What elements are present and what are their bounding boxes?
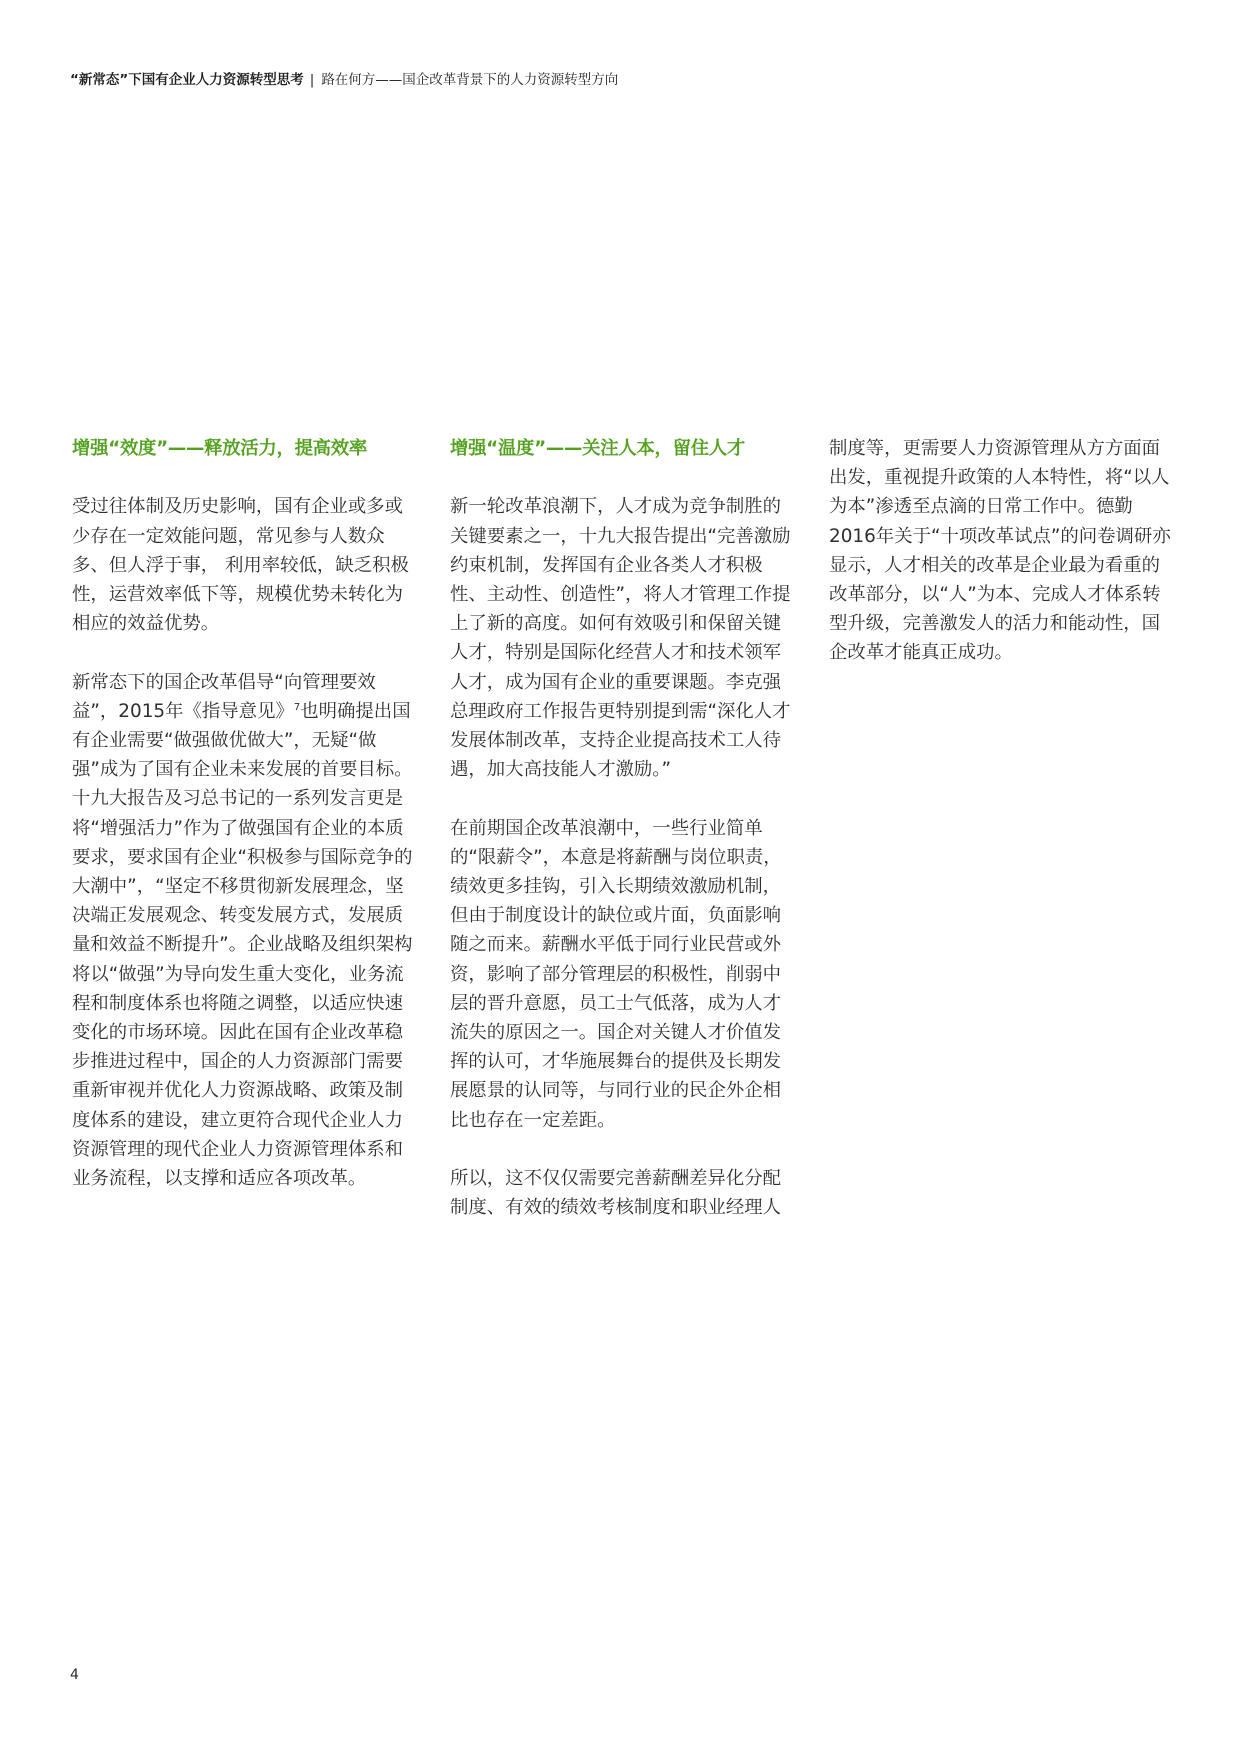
text-column-2 [450,434,796,1222]
report-title: “新常态”下国有企业人力资源转型思考 [70,72,304,88]
paragraph: 制度等，更需要人力资源管理从方方面面出发，重视提升政策的人本特性，将“以人为本”渗透至点滴的日常工作中。德勤2016年关于“十项改革试点”的问卷调研亦显示，人才相关的改革是企业最为看重的改革部分，以“人”为本、完成人才体系转型升级，完善激发人的活力和能动性，国企改革才能真正成功。 [829,438,1171,664]
header-separator: | [309,72,315,88]
paragraph [72,668,418,1194]
paragraph-text: 也明确提出国有企业需要“做强做优做大”，无疑“做强”成为了国有企业未来发展的首要目标。十九大报告及习总书记的一系列发言更是将“增强活力”作为了做强国有企业的本质要求，要求国有企业“积极参与国际竞争的大潮中”，“坚定不移贯彻新发展理念，坚决端正发展观念、转变发展方式，发展质量和效益不断提升”。企业战略及组织架构将以“做强”为导向发生重大变化，业务流程和制度体系也将随之调整，以适应快速变化的市场环境。因此在国有企业改革稳步推进过程中，国企的人力资源部门需要重新审视并优化人力资源战略、政策及制度体系的建设，建立更符合现代企业人力资源管理的现代企业人力资源管理体系和业务流程，以支撑和适应各项改革。 [72,700,413,1190]
chapter-title: 路在何方——国企改革背景下的人力资源转型方向 [321,72,619,88]
page-number: 4 [70,1667,79,1683]
paragraph-text: 新常态下的国企改革倡导“向管理要效益”，2015年《指导意见》 [72,671,376,722]
text-column-3 [829,434,1175,668]
running-header [70,70,1170,90]
section-heading-warmth: 增强“温度”——关注人本，留住人才 [450,438,745,459]
paragraph: 在前期国企改革浪潮中，一些行业简单的“限薪令”，本意是将薪酬与岗位职责，绩效更多挂钩，引入长期绩效激励机制，但由于制度设计的缺位或片面，负面影响随之而来。薪酬水平低于同行业民营或外资，影响了部分管理层的积极性，削弱中层的晋升意愿，员工士气低落，成为人才流失的原因之一。国企对关键人才价值发挥的认可，才华施展舞台的提供及长期发展愿景的认同等，与同行业的民企外企相比也存在一定差距。 [450,817,782,1131]
section-heading-efficiency: 增强“效度”——释放活力，提高效率 [72,438,367,459]
paragraph: 新一轮改革浪潮下，人才成为竞争制胜的关键要素之一，十九大报告提出“完善激励约束机制，发挥国有企业各类人才积极性、主动性、创造性”，将人才管理工作提上了新的高度。如何有效吸引和保留关键人才，特别是国际化经营人才和技术领军人才，成为国有企业的重要课题。李克强总理政府工作报告更特别提到需“深化人才发展体制改革，支持企业提高技术工人待遇，加大高技能人才激励。” [450,496,791,781]
paragraph: 所以，这不仅仅需要完善薪酬差异化分配制度、有效的绩效考核制度和职业经理人 [450,1168,782,1219]
text-column-1 [72,434,418,1193]
paragraph: 受过往体制及历史影响，国有企业或多或少存在一定效能问题，常见参与人数众多、但人浮于事， 利用率较低，缺乏积极性，运营效率低下等，规模优势未转化为相应的效益优势。 [72,496,409,635]
footnote-marker: 7 [293,701,301,713]
